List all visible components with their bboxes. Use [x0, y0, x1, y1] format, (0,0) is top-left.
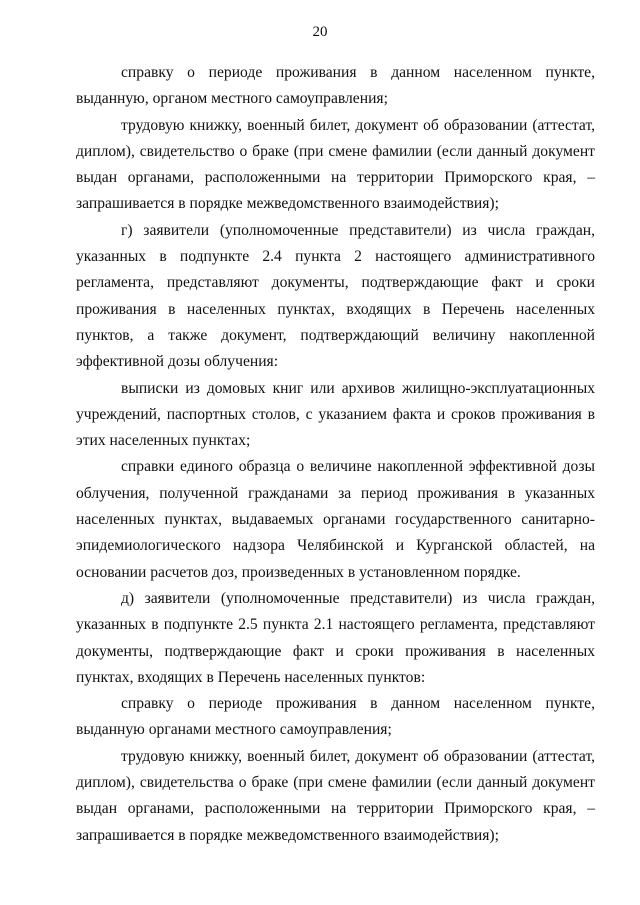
paragraph: д) заявители (уполномоченные представители) из числа граждан, указанных в подпункте 2.5 пункта 2.1 настоящего регламента, представляют документы, подтверждающие факт и сроки проживания в населенных пунктах, входящих в Перечень населенных пунктов:: [76, 589, 595, 686]
paragraph: справки единого образца о величине накопленной эффективной дозы облучения, полученной гражданами за период проживания в указанных населенных пунктах, выдаваемых органами государственного санитарно-эпидемиологического надзора Челябинской и Курганской областей, на основании расчетов доз, произведенных в установленном порядке.: [76, 458, 595, 581]
paragraph: справку о периоде проживания в данном населенном пункте, выданную органами местного самоуправления;: [76, 695, 595, 739]
paragraph: справку о периоде проживания в данном населенном пункте, выданную, органом местного самоуправления;: [76, 64, 595, 108]
page-number: 20: [312, 24, 328, 40]
paragraph: г) заявители (уполномоченные представители) из числа граждан, указанных в подпункте 2.4 пункта 2 настоящего административного регламента, представляют документы, подтверждающие факт и сроки проживания в населенных пунктах, входящих в Перечень населенных пунктов, а также документ, подтверждающий величину накопленной эффективной дозы облучения:: [76, 221, 595, 371]
paragraph: выписки из домовых книг или архивов жилищно-эксплуатационных учреждений, паспортных столов, с указанием факта и сроков проживания в этих населенных пунктах;: [76, 379, 595, 450]
paragraph: трудовую книжку, военный билет, документ об образовании (аттестат, диплом), свидетельства о браке (при смене фамилии (если данный документ выдан органами, расположенными на территории Приморского края, – запрашивается в порядке межведомственного взаимодействия);: [76, 747, 595, 844]
paragraph: трудовую книжку, военный билет, документ об образовании (аттестат, диплом), свидетельство о браке (при смене фамилии (если данный документ выдан органами, расположенными на территории Приморского края, – запрашивается в порядке межведомственного взаимодействия);: [76, 116, 595, 213]
document-body: [76, 60, 595, 849]
